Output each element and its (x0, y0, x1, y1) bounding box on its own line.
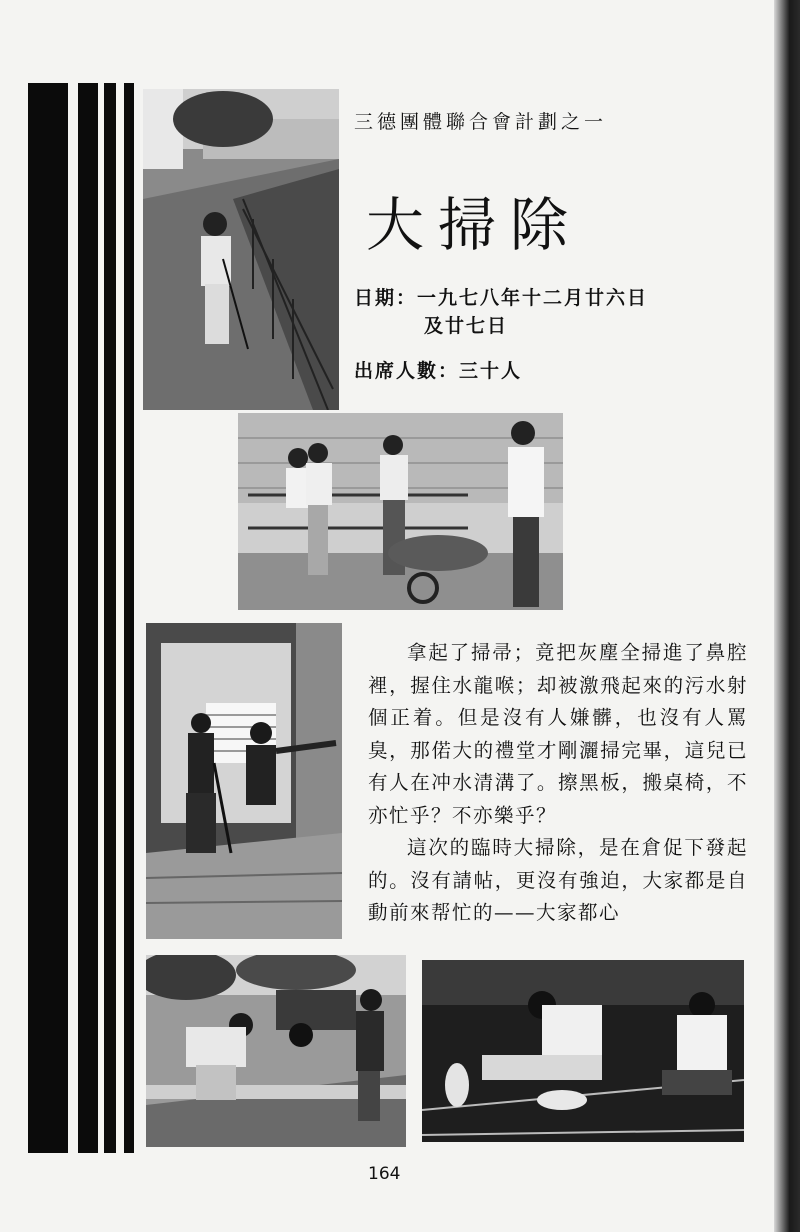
photo-wheelbarrow-group (238, 413, 563, 610)
event-date-line1: 日期：一九七八年十二月廿六日 (354, 287, 649, 309)
article-paragraph: 這次的臨時大掃除，是在倉促下發起的。沒有請帖，更沒有強迫，大家都是自動前來帮忙的——大家都心 (368, 836, 748, 924)
photo-drain-cleaning (146, 955, 406, 1147)
event-date-line2: 及廿七日 (424, 315, 509, 337)
article-paragraph: 拿起了掃帚；竟把灰塵全掃進了鼻腔裡，握住水龍喉；却被激飛起來的污水射個正着。但是沒有人嫌髒，也沒有人罵臭，那偌大的禮堂才剛灑掃完畢，這兒已有人在冲水清溝了。擦黑板，搬桌椅，不亦忙乎？不亦樂乎？ (368, 641, 748, 827)
article-body (368, 637, 748, 930)
book-spine-edge (774, 0, 800, 1232)
event-series-subtitle: 三德團體聯合會計劃之一 (354, 111, 608, 133)
photo-resting-on-floor (422, 960, 744, 1142)
decorative-bar (104, 83, 116, 1153)
photo-sweeping-fence (143, 89, 339, 410)
page-number: 164 (368, 1164, 401, 1184)
attendance-count: 出席人數：三十人 (354, 360, 523, 382)
decorative-bar (78, 83, 98, 1153)
decorative-bar (28, 83, 68, 1153)
page-title: 大掃除 (366, 191, 583, 259)
photo-hall-cleaning (146, 623, 342, 939)
decorative-bar (124, 83, 134, 1153)
